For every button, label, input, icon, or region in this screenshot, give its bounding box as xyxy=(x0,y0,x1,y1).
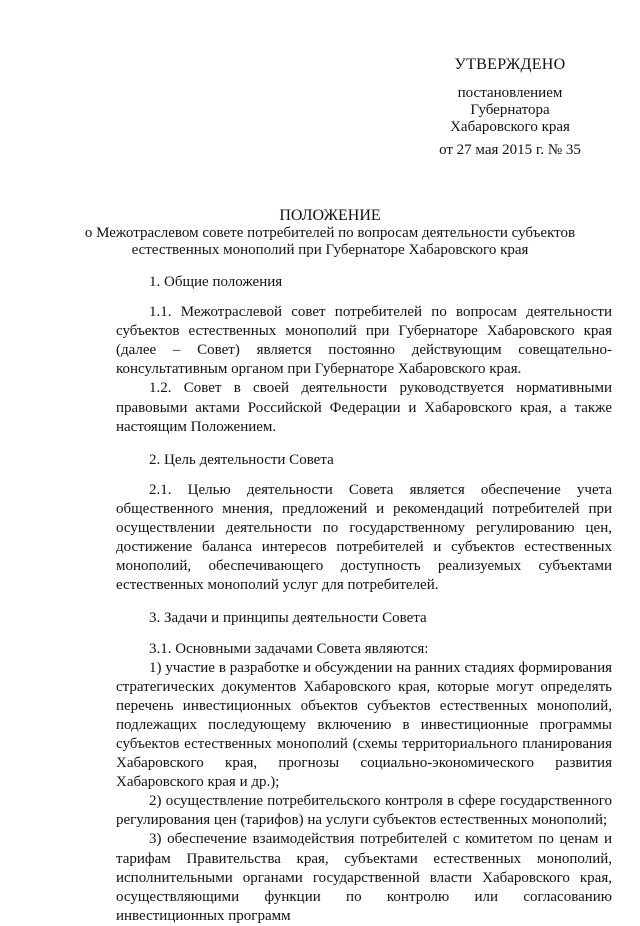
approval-date: от 27 мая 2015 г. № 35 xyxy=(439,142,581,158)
document-title-block xyxy=(60,207,600,259)
section-heading-3: 3. Задачи и принципы деятельности Совета xyxy=(149,610,427,627)
paragraph-2-1: 2.1. Целью деятельности Совета является обеспечение учета общественного мнения, предложений и рекомендаций потребителей при осуществлении деятельности по государственному регулированию цен, достижение баланса интересов потребителей и субъектов естественных монополий, обеспечивающего доступность реализуемых субъектами естественных монополий услуг для потребителей. xyxy=(116,481,612,594)
approved-label: УТВЕРЖДЕНО xyxy=(454,56,566,73)
list-item-3-1-2: 2) осуществление потребительского контроля в сфере государственного регулирования цен (тарифов) на услуги субъектов естественных монополий; xyxy=(116,793,612,829)
approval-line-3: Хабаровского края xyxy=(450,119,570,135)
document-subtitle: о Межотраслевом совете потребителей по вопросам деятельности субъектов естественных монополий при Губернаторе Хабаровского края xyxy=(84,225,576,258)
list-item-3-1-3: 3) обеспечение взаимодействия потребителей с комитетом по ценам и тарифам Правительства края, субъектами естественных монополий, исполнительными органами государственной власти Хабаровского края, осуществляющими функции по контролю или согласованию инвестиционных программ xyxy=(116,831,612,924)
approval-block xyxy=(415,56,605,159)
paragraph-1-2: 1.2. Совет в своей деятельности руководствуется нормативными правовыми актами Российской Федерации и Хабаровского края, а также настоящим Положением. xyxy=(116,380,612,435)
paragraph-3-1: 3.1. Основными задачами Совета являются: xyxy=(149,640,429,657)
document-body xyxy=(116,273,612,926)
section-heading-2: 2. Цель деятельности Совета xyxy=(149,451,334,468)
document-title: ПОЛОЖЕНИЕ xyxy=(279,207,381,224)
approval-line-1: постановлением xyxy=(457,85,563,101)
paragraph-1-1: 1.1. Межотраслевой совет потребителей по вопросам деятельности субъектов естественных монополий при Губернаторе Хабаровского края (далее – Совет) является постоянно действующим совещательно-консультативным органом при Губернаторе Хабаровского края. xyxy=(116,304,612,378)
approval-line-2: Губернатора xyxy=(470,102,550,118)
section-heading-1: 1. Общие положения xyxy=(149,274,283,290)
list-item-3-1-1: 1) участие в разработке и обсуждении на ранних стадиях формирования стратегических документов Хабаровского края, которые могут определять перечень инвестиционных объектов субъектов естественных монополий, подлежащих последующему включению в инвестиционные программы субъектов естественных монополий (схемы территориального планирования Хабаровского края, прогнозы социально-экономического развития Хабаровского края и др.); xyxy=(116,659,612,791)
